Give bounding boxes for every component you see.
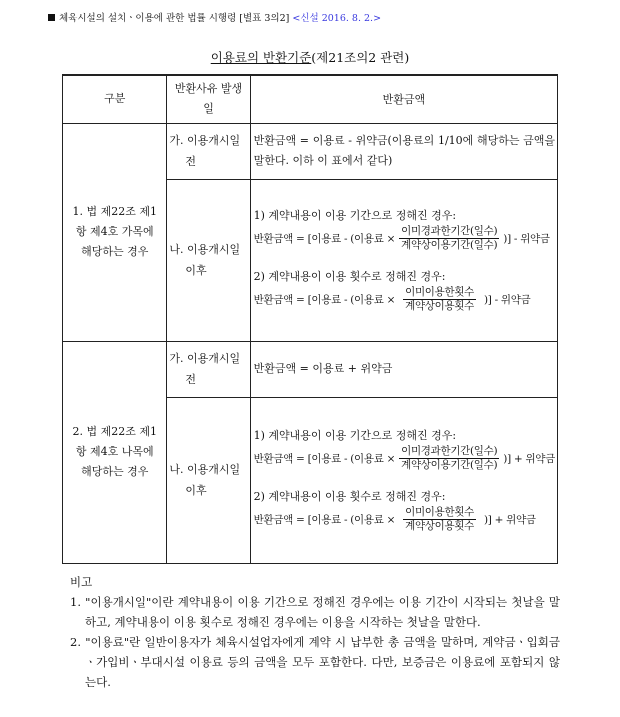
group-2-after-amount bbox=[250, 397, 557, 563]
formula-suffix: )] + 위약금 bbox=[503, 452, 555, 465]
reason-line-2: 전 bbox=[185, 155, 197, 168]
header-reason: 반환사유 발생일 bbox=[167, 75, 250, 123]
fraction-denominator: 계약상이용기간(일수) bbox=[401, 459, 498, 471]
black-square-icon bbox=[48, 14, 55, 21]
fraction-numerator: 이미경과한기간(일수) bbox=[401, 445, 498, 457]
formula-fraction bbox=[403, 506, 476, 533]
page-title bbox=[0, 48, 620, 66]
reason-line-2: 이후 bbox=[185, 484, 207, 497]
fraction-numerator: 이미이용한횟수 bbox=[405, 286, 475, 298]
fraction-numerator: 이미경과한기간(일수) bbox=[401, 225, 498, 237]
group-1-after-reason bbox=[167, 179, 250, 341]
formula-suffix: )] + 위약금 bbox=[484, 513, 536, 526]
reason-line-1: 가. 이용개시일 bbox=[169, 352, 241, 365]
case-1-title: 1) 계약내용이 이용 기간으로 정해진 경우: bbox=[253, 429, 457, 442]
group-2-category: 2. 법 제22조 제1항 제4호 나목에 해당하는 경우 bbox=[63, 341, 167, 563]
group-2-before-amount: 반환금액 = 이용료 + 위약금 bbox=[250, 341, 557, 397]
fraction-denominator: 계약상이용횟수 bbox=[405, 300, 475, 312]
case-2-title: 2) 계약내용이 이용 횟수로 정해진 경우: bbox=[253, 490, 446, 503]
reason-line-2: 전 bbox=[185, 373, 197, 386]
reason-line-1: 가. 이용개시일 bbox=[169, 134, 241, 147]
formula-fraction bbox=[399, 225, 499, 252]
formula-prefix: 반환금액 = [이용료 - (이용료 × bbox=[253, 513, 396, 526]
title-main: 이용료의 반환기준 bbox=[210, 50, 312, 65]
formula-prefix: 반환금액 = [이용료 - (이용료 × bbox=[253, 232, 396, 245]
group-2-before-reason bbox=[167, 341, 250, 397]
header-amount: 반환금액 bbox=[250, 75, 557, 123]
reason-line-1: 나. 이용개시일 bbox=[169, 243, 241, 256]
group-1-before-reason bbox=[167, 123, 250, 179]
notes-heading: 비고 bbox=[70, 575, 93, 589]
table-row bbox=[63, 341, 558, 397]
note-item-1: 1. "이용개시일"이란 계약내용이 이용 기간으로 정해진 경우에는 이용 기간이 시작되는 첫날을 말하고, 계약내용이 이용 횟수로 정해진 경우에는 이용을 시작하는 첫날을 말한다. bbox=[70, 595, 560, 629]
document-header bbox=[48, 10, 381, 24]
formula-fraction bbox=[403, 286, 476, 313]
reason-line-1: 나. 이용개시일 bbox=[169, 463, 241, 476]
case-2-formula bbox=[254, 506, 555, 533]
table-row bbox=[63, 123, 558, 179]
fraction-numerator: 이미이용한횟수 bbox=[405, 506, 475, 518]
case-1-formula bbox=[254, 225, 555, 252]
case-1-title: 1) 계약내용이 이용 기간으로 정해진 경우: bbox=[253, 209, 457, 222]
group-2-after-reason bbox=[167, 397, 250, 563]
case-1-formula bbox=[254, 445, 555, 472]
refund-table bbox=[62, 74, 558, 564]
case-2-formula bbox=[254, 286, 555, 313]
new-tag[interactable]: <신설 2016. 8. 2.> bbox=[292, 13, 382, 24]
note-item-2: 2. "이용료"란 일반이용자가 체육시설업자에게 계약 시 납부한 총 금액을 말하며, 계약금ㆍ입회금ㆍ가입비ㆍ부대시설 이용료 등의 금액을 모두 포함한다. 다만, 보증금은 이용료에 포함되지 않는다. bbox=[70, 635, 560, 689]
header-category: 구분 bbox=[63, 75, 167, 123]
header-text: 체육시설의 설치ㆍ이용에 관한 법률 시행령 [별표 3의2] bbox=[59, 13, 290, 24]
reason-line-2: 이후 bbox=[185, 264, 207, 277]
notes-section bbox=[70, 572, 560, 692]
group-1-after-amount bbox=[250, 179, 557, 341]
formula-suffix: )] - 위약금 bbox=[484, 293, 531, 306]
fraction-denominator: 계약상이용횟수 bbox=[405, 520, 475, 532]
group-1-before-amount: 반환금액 = 이용료 - 위약금(이용료의 1/10에 해당하는 금액을 말한다. 이하 이 표에서 같다) bbox=[250, 123, 557, 179]
group-1-category: 1. 법 제22조 제1항 제4호 가목에 해당하는 경우 bbox=[63, 123, 167, 341]
case-2-title: 2) 계약내용이 이용 횟수로 정해진 경우: bbox=[253, 270, 446, 283]
fraction-denominator: 계약상이용기간(일수) bbox=[401, 239, 498, 251]
table-header-row bbox=[63, 75, 558, 123]
title-sub: (제21조의2 관련) bbox=[311, 50, 410, 65]
formula-prefix: 반환금액 = [이용료 - (이용료 × bbox=[253, 452, 396, 465]
formula-fraction bbox=[399, 445, 499, 472]
formula-suffix: )] - 위약금 bbox=[503, 232, 550, 245]
formula-prefix: 반환금액 = [이용료 - (이용료 × bbox=[253, 293, 396, 306]
